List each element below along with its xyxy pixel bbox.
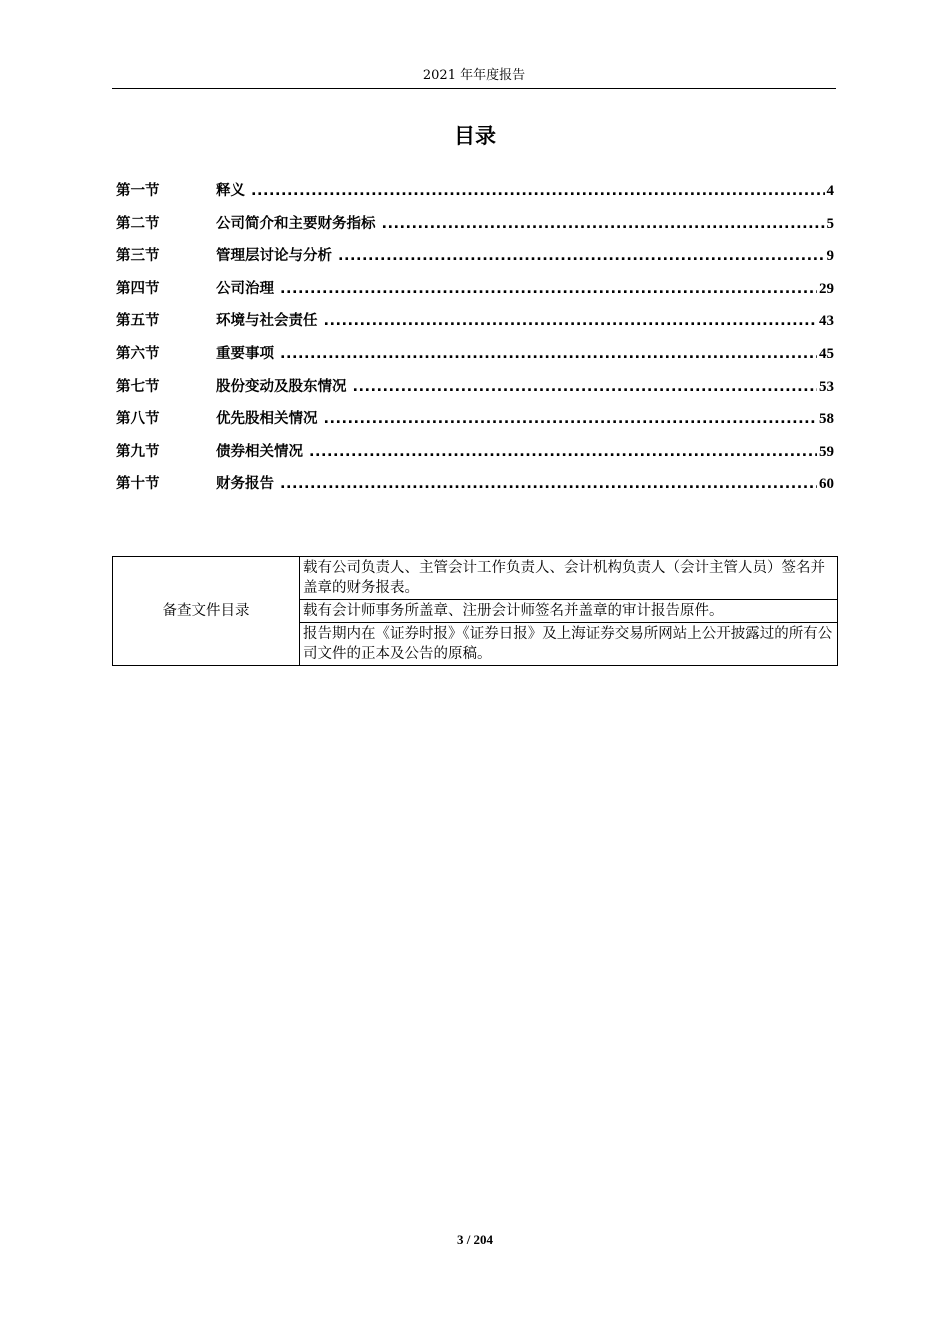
toc-entry[interactable] bbox=[116, 471, 834, 504]
reference-document-item: 载有会计师事务所盖章、注册会计师签名并盖章的审计报告原件。 bbox=[300, 600, 838, 623]
toc-leader-dots bbox=[382, 211, 825, 237]
toc-leader-dots bbox=[251, 178, 825, 204]
toc-page-number: 43 bbox=[819, 313, 834, 330]
reference-document-item: 载有公司负责人、主管会计工作负责人、会计机构负责人（会计主管人员）签名并盖章的财务报表。 bbox=[300, 557, 838, 600]
toc-leader-dots bbox=[324, 406, 818, 432]
toc-section-number: 第九节 bbox=[116, 443, 160, 460]
toc-section-number: 第二节 bbox=[116, 215, 160, 232]
report-title: 2021 年年度报告 bbox=[422, 68, 526, 83]
toc-section-number: 第四节 bbox=[116, 280, 160, 297]
toc-section-number: 第八节 bbox=[116, 411, 160, 428]
toc-entry[interactable] bbox=[116, 243, 834, 276]
toc-section-title: 公司简介和主要财务指标 bbox=[216, 215, 376, 232]
toc-page-number: 59 bbox=[819, 443, 834, 460]
toc-section-title: 释义 bbox=[216, 183, 245, 199]
toc-entry[interactable] bbox=[116, 178, 834, 211]
page-header bbox=[112, 67, 836, 89]
toc-section-title: 管理层讨论与分析 bbox=[216, 248, 332, 265]
toc-entry[interactable] bbox=[116, 406, 834, 439]
toc-entry[interactable] bbox=[116, 374, 834, 407]
toc-entry[interactable] bbox=[116, 341, 834, 374]
toc-section-number: 第三节 bbox=[116, 248, 160, 265]
reference-documents-table bbox=[112, 556, 838, 666]
toc-leader-dots bbox=[353, 374, 818, 400]
reference-documents-label: 备查文件目录 bbox=[113, 557, 300, 666]
toc-page-number: 9 bbox=[826, 248, 834, 265]
toc-page-number: 4 bbox=[826, 183, 834, 199]
toc-page-number: 60 bbox=[819, 476, 834, 493]
toc-section-title: 优先股相关情况 bbox=[216, 411, 318, 428]
toc-section-number: 第五节 bbox=[116, 313, 160, 330]
toc-section-title: 债券相关情况 bbox=[216, 443, 303, 460]
toc-entry[interactable] bbox=[116, 211, 834, 244]
toc-leader-dots bbox=[280, 471, 817, 497]
toc-section-number: 第一节 bbox=[116, 183, 160, 199]
toc-leader-dots bbox=[338, 243, 825, 269]
toc-page-number: 53 bbox=[819, 378, 834, 395]
page-number: 3 / 204 bbox=[456, 1232, 494, 1247]
toc-section-title: 重要事项 bbox=[216, 345, 274, 362]
page-footer bbox=[0, 1231, 950, 1249]
toc-page-number: 58 bbox=[819, 411, 834, 428]
toc-page-number: 29 bbox=[819, 280, 834, 297]
toc-title: 目录 bbox=[454, 124, 496, 148]
toc-entry[interactable] bbox=[116, 439, 834, 472]
reference-document-item: 报告期内在《证券时报》《证券日报》及上海证券交易所网站上公开披露过的所有公司文件的正本及公告的原稿。 bbox=[300, 623, 838, 666]
toc-leader-dots bbox=[324, 308, 818, 334]
toc-section-title: 公司治理 bbox=[216, 280, 274, 297]
toc-section-title: 股份变动及股东情况 bbox=[216, 378, 347, 395]
toc-page-number: 5 bbox=[826, 215, 834, 232]
toc-entry[interactable] bbox=[116, 308, 834, 341]
toc-leader-dots bbox=[309, 439, 817, 465]
toc-section-number: 第六节 bbox=[116, 345, 160, 362]
toc-section-number: 第十节 bbox=[116, 476, 160, 493]
toc-leader-dots bbox=[280, 341, 817, 367]
table-of-contents bbox=[116, 178, 834, 504]
table-row bbox=[113, 557, 838, 600]
toc-entry[interactable] bbox=[116, 276, 834, 309]
toc-section-title: 财务报告 bbox=[216, 476, 274, 493]
toc-leader-dots bbox=[280, 276, 817, 302]
toc-section-number: 第七节 bbox=[116, 378, 160, 395]
toc-page-number: 45 bbox=[819, 345, 834, 362]
toc-section-title: 环境与社会责任 bbox=[216, 313, 318, 330]
